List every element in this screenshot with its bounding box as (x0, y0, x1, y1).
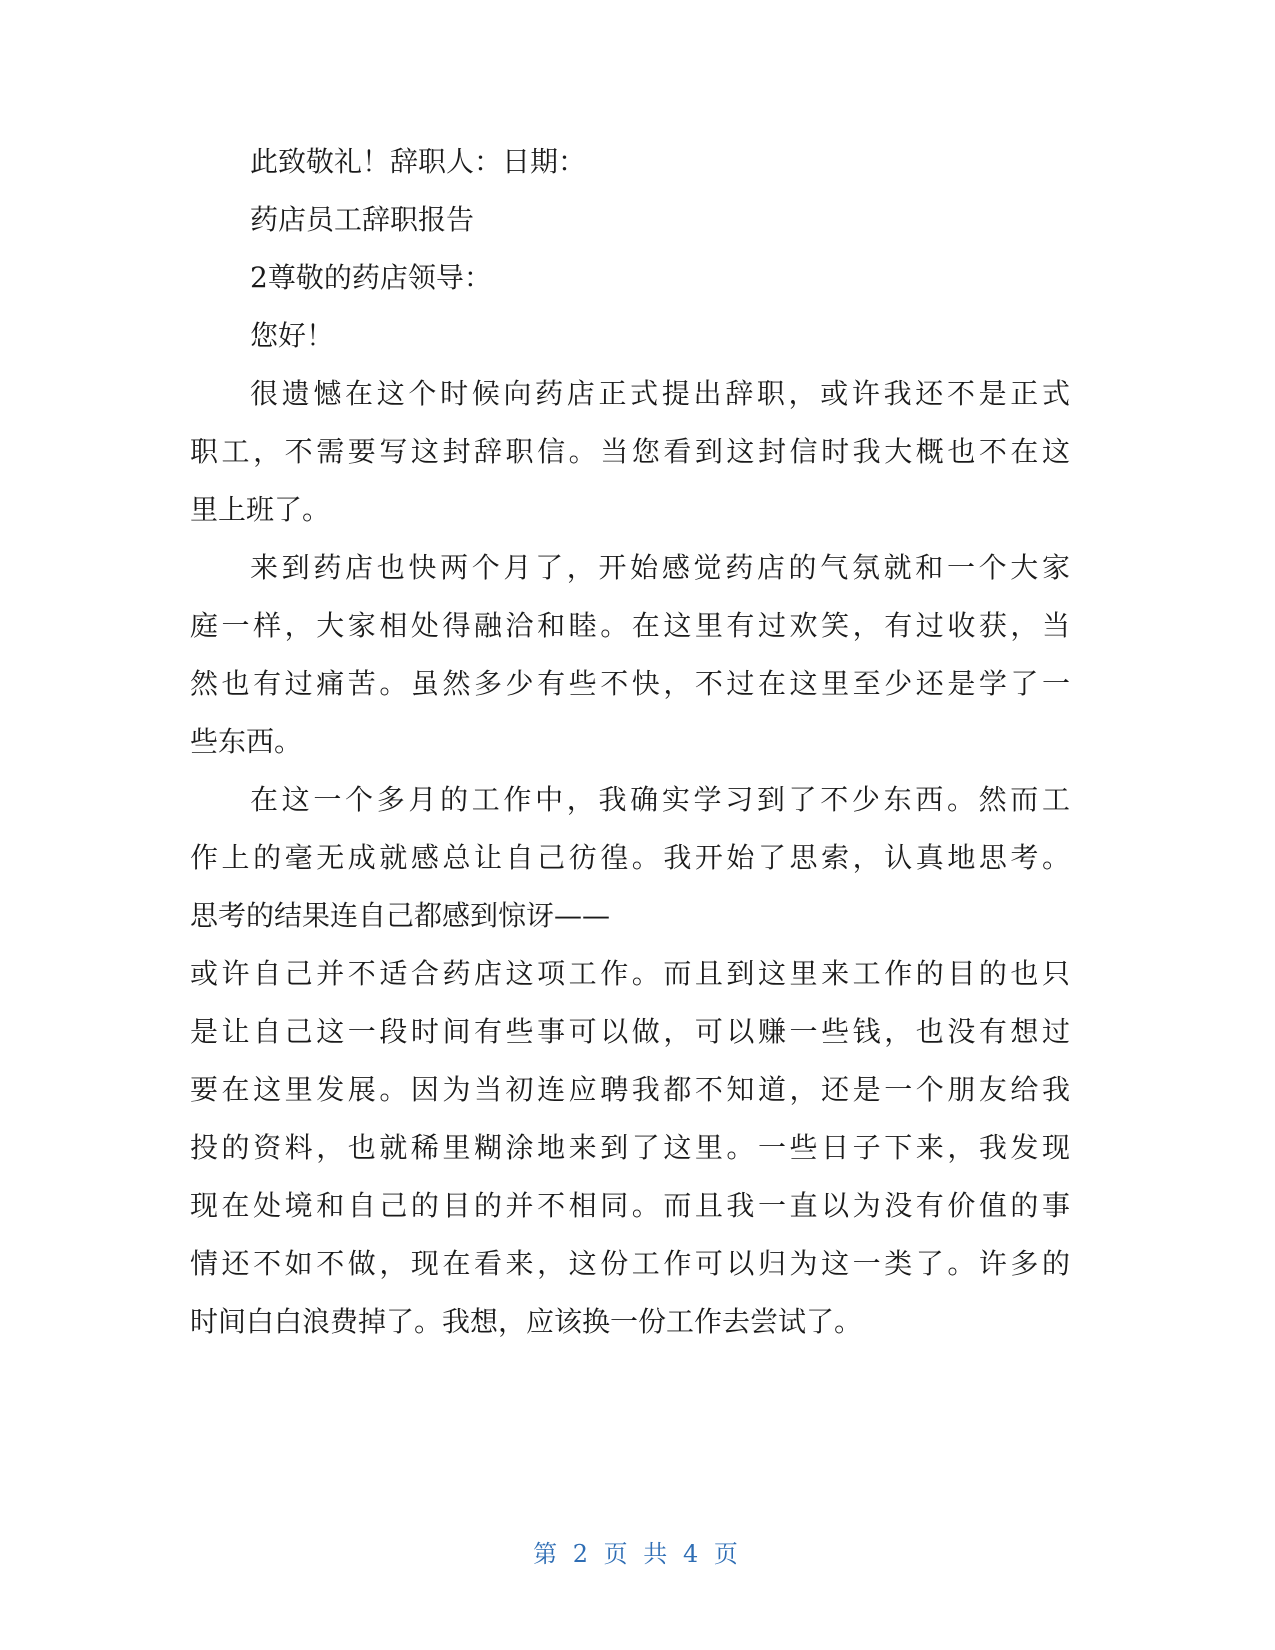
paragraph-4-line-4: 投的资料，也就稀里糊涂地来到了这里。一些日子下来，我发现 (190, 1131, 1070, 1164)
paragraph-1-line-1: 很遗憾在这个时候向药店正式提出辞职，或许我还不是正式 (250, 377, 1070, 410)
paragraph-4-line-2: 是让自己这一段时间有些事可以做，可以赚一些钱，也没有想过 (190, 1015, 1070, 1048)
greeting: 您好！ (250, 319, 335, 352)
paragraph-3-line-2: 作上的毫无成就感总让自己彷徨。我开始了思索，认真地思考。 (190, 841, 1070, 874)
paragraph-1-line-3: 里上班了。 (190, 493, 331, 526)
report-title: 药店员工辞职报告 (250, 203, 475, 236)
paragraph-4-line-6: 情还不如不做，现在看来，这份工作可以归为这一类了。许多的 (190, 1247, 1070, 1280)
paragraph-4-line-5: 现在处境和自己的目的并不相同。而且我一直以为没有价值的事 (190, 1189, 1070, 1222)
closing-line: 此致敬礼！辞职人：日期： (250, 145, 587, 178)
paragraph-2-line-1: 来到药店也快两个月了，开始感觉药店的气氛就和一个大家 (250, 551, 1070, 584)
paragraph-3-line-3: 思考的结果连自己都感到惊讶—— (190, 899, 611, 932)
paragraph-2-line-3: 然也有过痛苦。虽然多少有些不快，不过在这里至少还是学了一 (190, 667, 1070, 700)
paragraph-4-line-7: 时间白白浪费掉了。我想，应该换一份工作去尝试了。 (190, 1305, 863, 1338)
paragraph-2-line-4: 些东西。 (190, 725, 303, 758)
salutation: 2尊敬的药店领导： (250, 261, 492, 294)
paragraph-3-line-1: 在这一个多月的工作中，我确实学习到了不少东西。然而工 (250, 783, 1070, 816)
paragraph-1-line-2: 职工，不需要写这封辞职信。当您看到这封信时我大概也不在这 (190, 435, 1070, 468)
paragraph-2-line-2: 庭一样，大家相处得融洽和睦。在这里有过欢笑，有过收获，当 (190, 609, 1070, 642)
paragraph-4-line-3: 要在这里发展。因为当初连应聘我都不知道，还是一个朋友给我 (190, 1073, 1070, 1106)
paragraph-4-line-1: 或许自己并不适合药店这项工作。而且到这里来工作的目的也只 (190, 957, 1070, 990)
page-footer: 第 2 页 共 4 页 (533, 1540, 742, 1568)
